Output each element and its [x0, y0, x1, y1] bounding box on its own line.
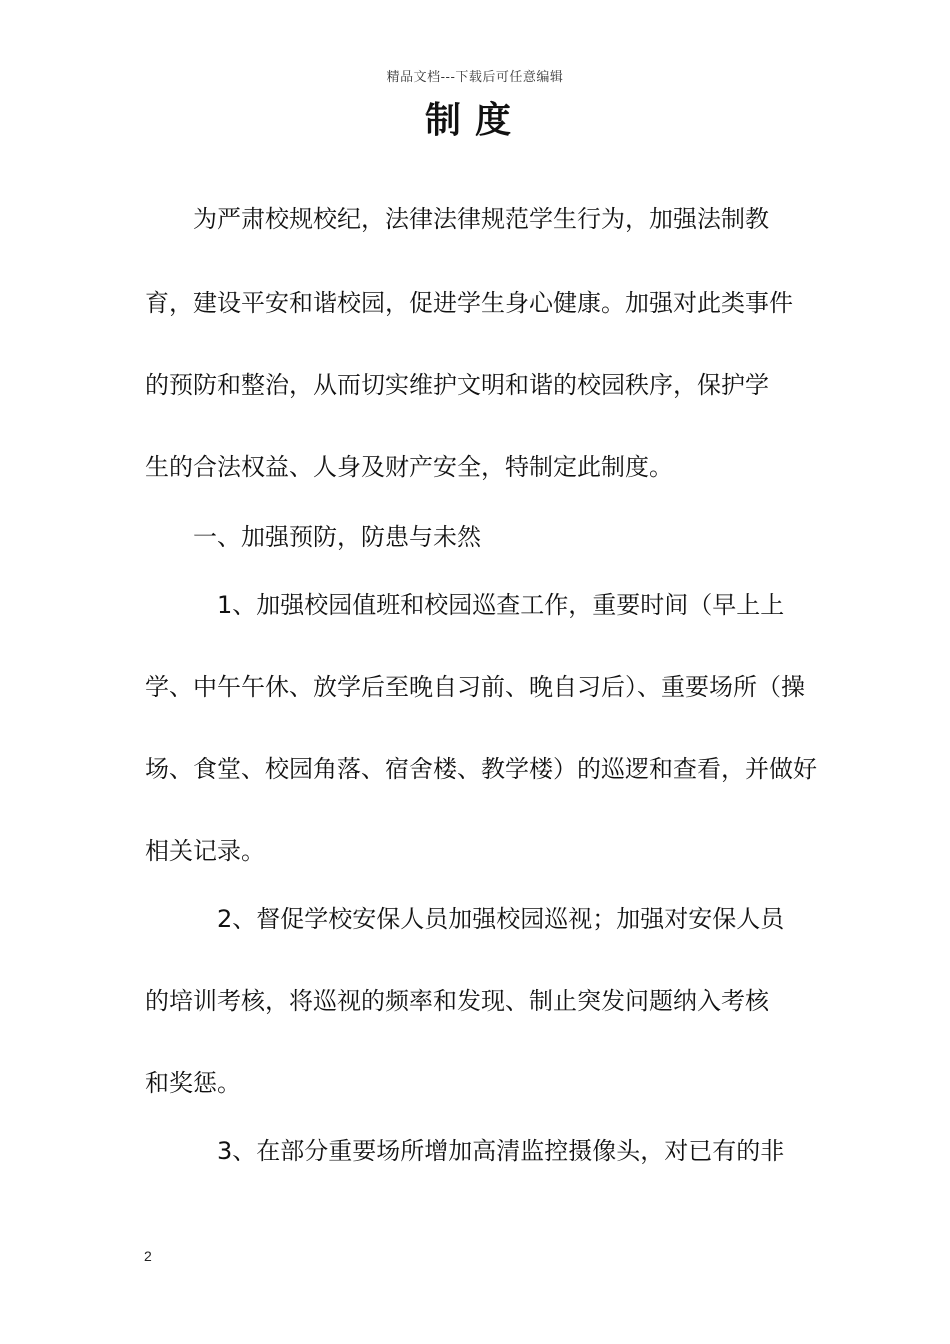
paragraph-line: 为严肃校规校纪，法律法律规范学生行为，加强法制教 — [193, 205, 769, 233]
paragraph-line: 学、中午午休、放学后至晚自习前、晚自习后）、重要场所（操 — [145, 673, 805, 701]
paragraph-line: 的预防和整治，从而切实维护文明和谐的校园秩序，保护学 — [145, 371, 769, 399]
paragraph-line: 育，建设平安和谐校园，促进学生身心健康。加强对此类事件 — [145, 289, 793, 317]
paragraph-line: 的培训考核，将巡视的频率和发现、制止突发问题纳入考核 — [145, 987, 769, 1015]
section-heading: 一、加强预防，防患与未然 — [193, 523, 481, 551]
document-title: 制度 — [424, 99, 525, 141]
paragraph-line: 相关记录。 — [145, 837, 265, 865]
paragraph-line: 3、在部分重要场所增加高清监控摄像头，对已有的非 — [217, 1137, 785, 1165]
paragraph-line: 生的合法权益、人身及财产安全，特制定此制度。 — [145, 453, 673, 481]
paragraph-line: 场、食堂、校园角落、宿舍楼、教学楼）的巡逻和查看，并做好 — [145, 755, 817, 783]
paragraph-line: 1、加强校园值班和校园巡查工作，重要时间（早上上 — [217, 591, 785, 619]
page-number: 2 — [144, 1248, 152, 1264]
paragraph-line: 2、督促学校安保人员加强校园巡视；加强对安保人员 — [217, 905, 785, 933]
paragraph-line: 和奖惩。 — [145, 1069, 241, 1097]
header-watermark: 精品文档---下载后可任意编辑 — [386, 70, 564, 85]
